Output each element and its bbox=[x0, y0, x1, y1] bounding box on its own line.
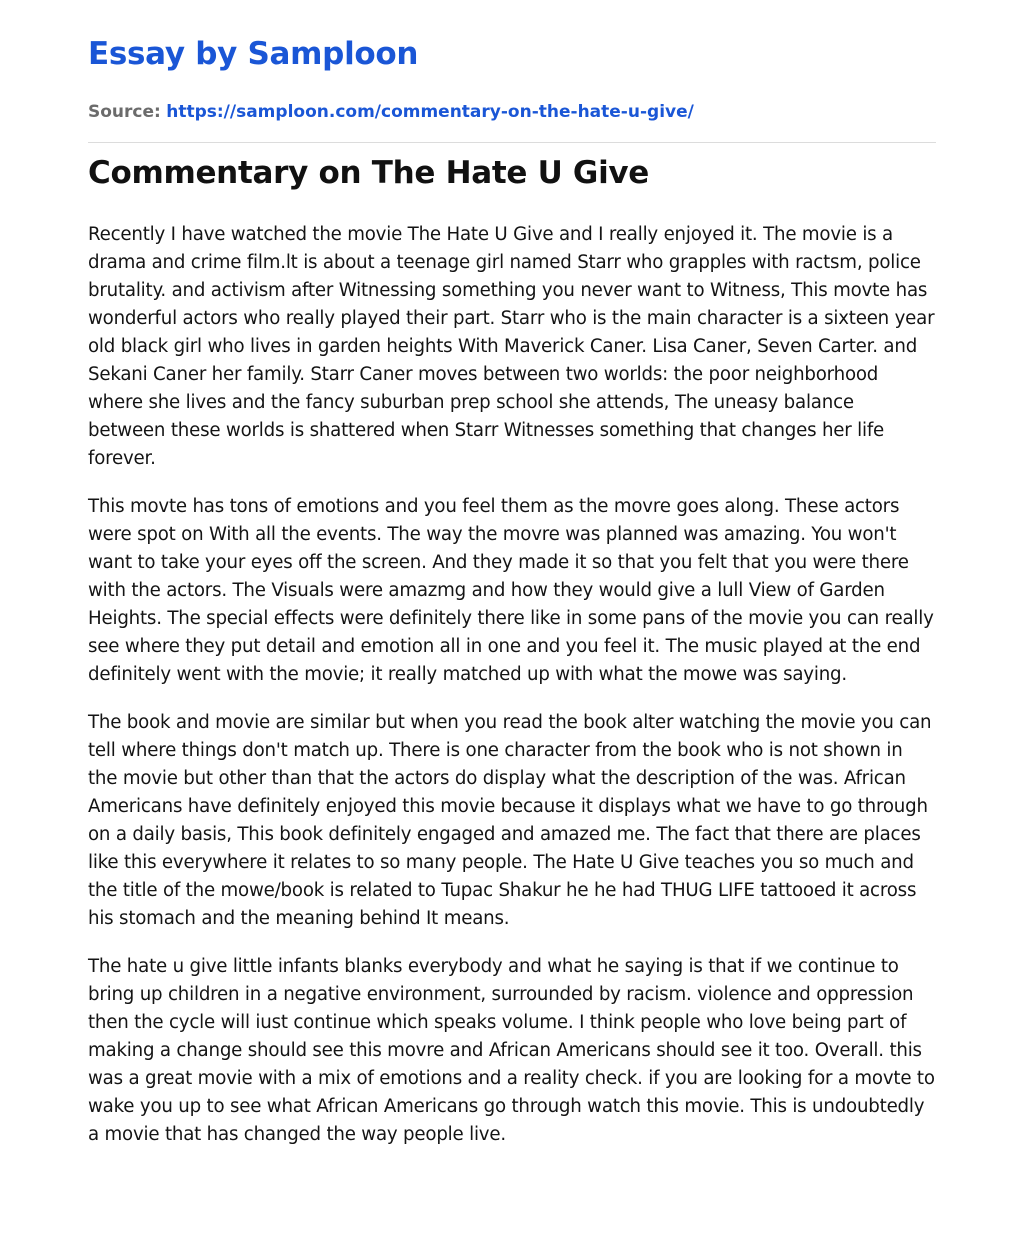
header-divider bbox=[88, 142, 936, 143]
source-link[interactable]: https://samploon.com/commentary-on-the-hate-u-give/ bbox=[166, 102, 694, 122]
essay-paragraph: The hate u give little infants blanks everybody and what he saying is that if we continue to bring up children in a negative environment, surrounded by racism. violence and oppression then the cycle will iust continue which speaks volume. I think people who love being part of making a change should see this movre and African Americans should see it too. Overall. this was a great movie with a mix of emotions and a reality check. if you are looking for a movte to wake you up to see what African Americans go through watch this movie. This is undoubtedly a movie that has changed the way people live. bbox=[88, 956, 935, 1145]
essay-body bbox=[88, 221, 936, 1169]
site-brand-title: Essay by Samploon bbox=[88, 36, 419, 72]
essay-paragraph: Recently I have watched the movie The Hate U Give and I really enjoyed it. The movie is a drama and crime film.lt is about a teenage girl named Starr who grapples with ractsm, police brutality. and activism after Witnessing something you never want to Witness, This movte has wonderful actors who really played their part. Starr who is the main character is a sixteen year old black girl who lives in garden heights With Maverick Caner. Lisa Caner, Seven Carter. and Sekani Caner her family. Starr Caner moves between two worlds: the poor neighborhood where she lives and the fancy suburban prep school she attends, The uneasy balance between these worlds is shattered when Starr Witnesses something that changes her life forever. bbox=[88, 224, 935, 469]
essay-paragraph: The book and movie are similar but when you read the book alter watching the movie you can tell where things don't match up. There is one character from the book who is not shown in the movie but other than that the actors do display what the description of the was. African Americans have definitely enjoyed this movie because it displays what we have to go through on a daily basis, This book definitely engaged and amazed me. The fact that there are places like this everywhere it relates to so many people. The Hate U Give teaches you so much and the title of the mowe/book is related to Tupac Shakur he he had THUG LIFE tattooed it across his stomach and the meaning behind It means. bbox=[88, 712, 932, 929]
source-line bbox=[88, 102, 694, 122]
essay-paragraph: This movte has tons of emotions and you feel them as the movre goes along. These actors were spot on With all the events. The way the movre was planned was amazing. You won't want to take your eyes off the screen. And they made it so that you felt that you were there with the actors. The Visuals were amazmg and how they would give a lull View of Garden Heights. The special effects were definitely there like in some pans of the movie you can really see where they put detail and emotion all in one and you feel it. The music played at the end definitely went with the movie; it really matched up with what the mowe was saying. bbox=[88, 496, 934, 685]
essay-title: Commentary on The Hate U Give bbox=[88, 155, 650, 191]
source-label: Source: bbox=[88, 102, 161, 122]
